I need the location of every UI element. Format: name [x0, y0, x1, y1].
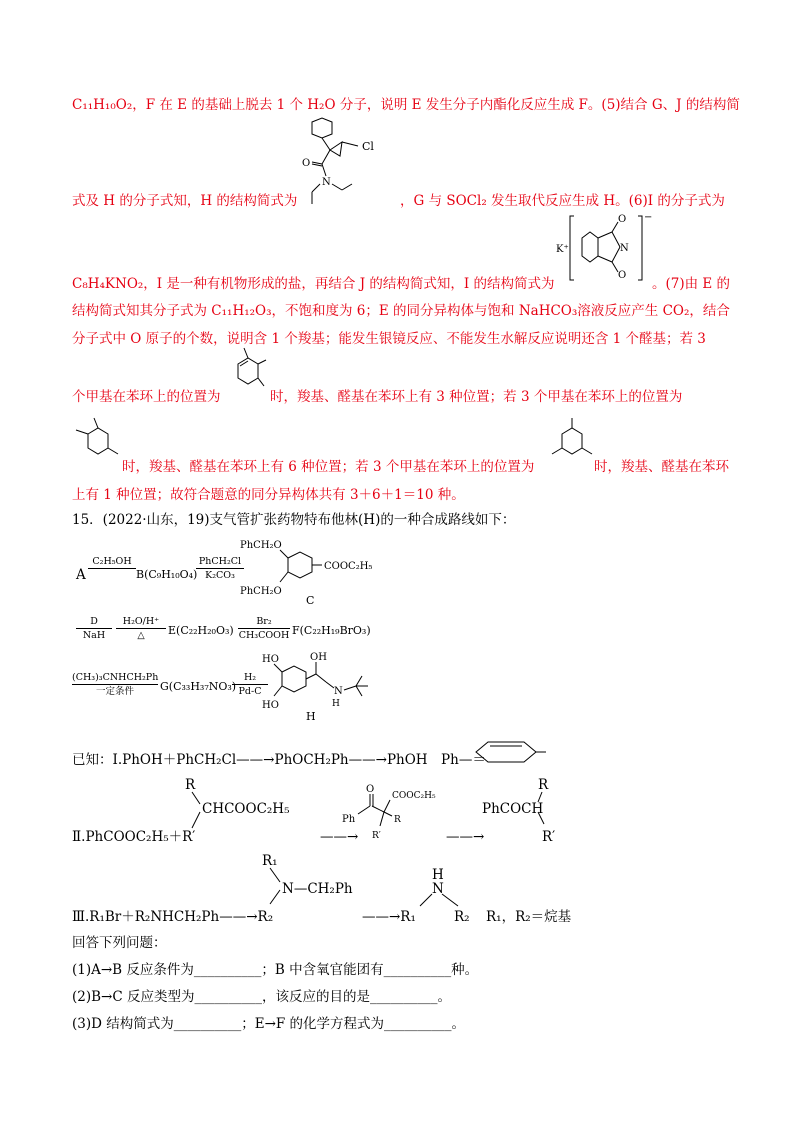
answer-line-8: 上有 1 种位置；故符合题意的同分异构体共有 3＋6＋1＝10 种。 [72, 487, 465, 503]
question-1: (1)A→B 反应条件为__________；B 中含氧官能团有__________种。 [72, 962, 479, 978]
answer-line-6b: 时，羧基、醛基在苯环上有 3 种位置；若 3 个甲基在苯环上的位置为 [270, 389, 683, 405]
known-3-h: H [432, 867, 444, 883]
question-2: (2)B→C 反应类型为__________，该反应的目的是__________。 [72, 989, 451, 1005]
known-3-arrow: ——→R₁ [362, 909, 416, 925]
svg-text:R′: R′ [372, 831, 381, 841]
step1-a: A [76, 567, 86, 583]
svg-text:C: C [306, 594, 315, 607]
questions-prompt: 回答下列问题： [72, 935, 167, 951]
svg-text:O: O [366, 784, 375, 795]
answer-line-2b: ，G 与 SOCl₂ 发生取代反应生成 H。(6)I 的分子式为 [400, 193, 725, 209]
trimethylbenzene-123-drawing [230, 346, 270, 402]
i-n-label: N [620, 243, 629, 254]
svg-text:H: H [332, 699, 340, 709]
answer-line-5: 分子式中 O 原子的个数，说明含 1 个羧基；能发生银镜反应、不能发生水解反应说明还含 1 个醛基；若 3 [72, 331, 706, 347]
svg-text:COOC₂H₅: COOC₂H₅ [392, 791, 436, 801]
svg-text:OH: OH [310, 652, 327, 663]
step3-arrow: D NaH [76, 616, 112, 641]
answer-line-3a: C₈H₄KNO₂，I 是一种有机物形成的盐，再结合 J 的结构简式知，I 的结构简式为 [72, 276, 555, 292]
compound-e: E(C₂₂H₂₀O₃) [168, 624, 234, 637]
step2-arrow: PhCH₂Cl K₂CO₃ [196, 556, 244, 581]
i-structure-drawing [556, 212, 656, 284]
known-3-n: N—CH₂Ph [282, 881, 353, 897]
compound-g: G(C₃₃H₃₇NO₃) [160, 680, 237, 693]
known-2-prod: PhCOCH [482, 801, 544, 817]
h-structure-drawing [300, 118, 400, 208]
known-2-arrow: ——→ [320, 829, 359, 845]
question-3: (3)D 结构简式为__________；E→F 的化学方程式为__________。 [72, 1016, 466, 1032]
step4-arrow: H₂O/H⁺ △ [116, 616, 166, 641]
known-3-n2: N [432, 881, 444, 897]
svg-text:COOC₂H₅: COOC₂H₅ [324, 561, 373, 572]
trimethylbenzene-135-drawing [548, 418, 598, 474]
h-cl-label: Cl [362, 140, 374, 153]
h-o-label: O [302, 158, 311, 169]
i-k-label: K⁺ [556, 244, 569, 255]
answer-line-6a: 个甲基在苯环上的位置为 [72, 389, 221, 405]
svg-text:HO: HO [262, 654, 279, 665]
known-3-r1: R₁ [262, 853, 278, 869]
question-header: 15．(2022·山东，19)支气管扩张药物特布他林(H)的一种合成路线如下： [72, 512, 516, 528]
compound-h-drawing [262, 652, 392, 724]
known-1: 已知：Ⅰ.PhOH＋PhCH₂Cl——→PhOCH₂Ph——→PhOH Ph—＝ [72, 752, 486, 768]
step7-arrow: H₂ Pd-C [232, 672, 268, 697]
known-2-arrow2: ——→ [446, 829, 485, 845]
answer-line-3b: 。(7)由 E 的 [652, 276, 731, 292]
known-2-r: R [185, 777, 196, 793]
answer-line-1: C₁₁H₁₀O₂，F 在 E 的基础上脱去 1 个 H₂O 分子，说明 E 发生分子内酯化反应生成 F。(5)结合 G、J 的结构简 [72, 97, 740, 113]
answer-line-7a: 时，羧基、醛基在苯环上有 6 种位置；若 3 个甲基在苯环上的位置为 [122, 459, 535, 475]
known-2-intermediate [340, 782, 450, 848]
i-o2-label: O [618, 270, 627, 281]
svg-text:−: − [644, 212, 653, 223]
svg-text:PhCH₂O: PhCH₂O [240, 540, 282, 551]
svg-text:PhCH₂O: PhCH₂O [240, 586, 282, 597]
svg-text:HO: HO [262, 700, 279, 711]
known-2-chain: CHCOOC₂H₅ [202, 801, 290, 817]
step6-arrow: (CH₃)₃CNHCH₂Ph 一定条件 [72, 672, 159, 697]
known-2-prod-r: R [538, 777, 549, 793]
known-3-r2b: R₂ [454, 909, 470, 925]
i-o1-label: O [618, 214, 627, 225]
phenyl-ring-drawing [470, 738, 550, 768]
svg-text:R: R [394, 815, 401, 825]
svg-text:H: H [306, 710, 316, 723]
compound-f: F(C₂₂H₁₉BrO₃) [292, 624, 371, 637]
known-2-left: Ⅱ.PhCOOC₂H₅＋R′ [72, 829, 196, 845]
h-n-label: N [322, 177, 331, 188]
answer-line-2a: 式及 H 的分子式知，H 的结构简式为 [72, 193, 298, 209]
answer-line-7b: 时，羧基、醛基在苯环 [594, 459, 729, 475]
known-3-note: R₁，R₂＝烷基 [486, 909, 572, 925]
known-2-prod-r2: R′ [542, 829, 556, 845]
trimethylbenzene-124-drawing [74, 418, 124, 474]
step1-b: B(C₉H₁₀O₄) [136, 568, 198, 581]
svg-text:N: N [334, 686, 343, 697]
step5-arrow: Br₂ CH₃COOH [238, 616, 290, 641]
svg-text:Ph: Ph [342, 814, 356, 825]
known-3-left: Ⅲ.R₁Br＋R₂NHCH₂Ph——→R₂ [72, 909, 274, 925]
compound-c-drawing [240, 538, 380, 608]
step1-arrow: C₂H₅OH [88, 556, 136, 581]
answer-line-4: 结构简式知其分子式为 C₁₁H₁₂O₃，不饱和度为 6；E 的同分异构体与饱和 NaHCO₃溶液反应产生 CO₂，结合 [72, 303, 730, 319]
